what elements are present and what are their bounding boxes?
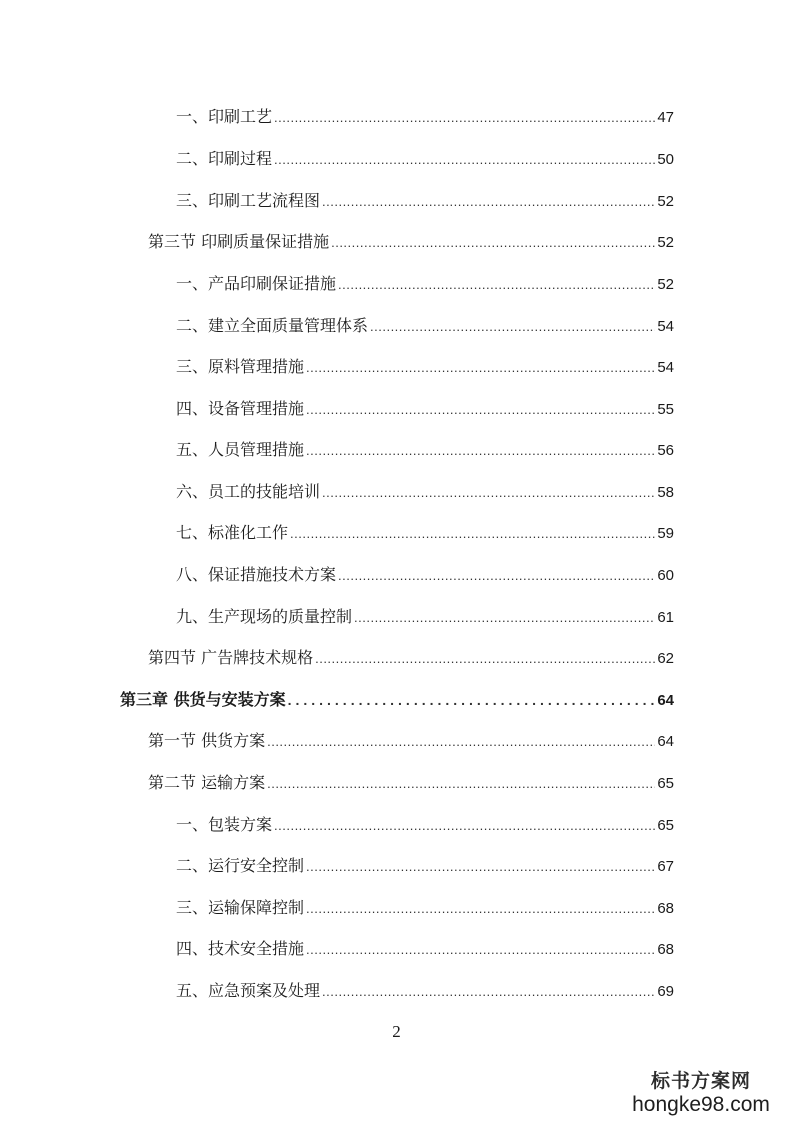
toc-entry-page: 65 xyxy=(657,817,674,834)
toc-entry[interactable] xyxy=(176,979,674,1003)
toc-entry-title: 九、生产现场的质量控制 xyxy=(176,607,353,626)
toc-entry[interactable] xyxy=(176,105,674,129)
toc-entry-title: 七、标准化工作 xyxy=(176,523,289,542)
watermark-url: hongke98.com xyxy=(632,1093,770,1116)
toc-entry-title: 二、建立全面质量管理体系 xyxy=(176,316,369,335)
toc-entry[interactable] xyxy=(176,189,674,213)
dot-leader xyxy=(288,688,656,712)
toc-entry-title: 一、产品印刷保证措施 xyxy=(176,274,337,293)
dot-leader xyxy=(306,398,655,422)
toc-entry-title: 八、保证措施技术方案 xyxy=(176,565,337,584)
toc-entry-page: 56 xyxy=(657,442,674,459)
toc-entry-title: 四、技术安全措施 xyxy=(176,939,305,958)
toc-entry-title: 一、印刷工艺 xyxy=(176,107,273,126)
toc-entry[interactable] xyxy=(176,438,674,462)
toc-entry[interactable] xyxy=(176,314,674,338)
toc-entry-title: 五、应急预案及处理 xyxy=(176,981,321,1000)
dot-leader xyxy=(274,148,655,172)
dot-leader xyxy=(267,772,655,796)
dot-leader xyxy=(306,356,655,380)
toc-entry-page: 47 xyxy=(657,109,674,126)
toc-entry-title: 四、设备管理措施 xyxy=(176,399,305,418)
toc-entry-page: 60 xyxy=(657,567,674,584)
toc-entry-page: 65 xyxy=(657,775,674,792)
toc-entry[interactable] xyxy=(176,605,674,629)
toc-entry[interactable] xyxy=(176,355,674,379)
toc-entry-title: 六、员工的技能培训 xyxy=(176,482,321,501)
toc-entry-title: 第三节 印刷质量保证措施 xyxy=(148,232,330,251)
toc-entry[interactable] xyxy=(176,147,674,171)
dot-leader xyxy=(306,897,655,921)
toc-entry[interactable] xyxy=(176,563,674,587)
watermark-name: 标书方案网 xyxy=(650,1070,751,1092)
toc-entry-page: 55 xyxy=(657,401,674,418)
dot-leader xyxy=(331,231,655,255)
toc-entry-title: 第一节 供货方案 xyxy=(148,731,266,750)
toc-entry-title: 三、原料管理措施 xyxy=(176,357,305,376)
toc-entry-title: 一、包装方案 xyxy=(176,815,273,834)
toc-entry-page: 54 xyxy=(657,359,674,376)
toc-entry-page: 68 xyxy=(657,941,674,958)
page-number: 2 xyxy=(392,1022,401,1041)
toc-entry-page: 52 xyxy=(657,234,674,251)
toc-entry-page: 67 xyxy=(657,858,674,875)
dot-leader xyxy=(370,315,655,339)
dot-leader xyxy=(322,190,655,214)
dot-leader xyxy=(267,730,655,754)
dot-leader xyxy=(315,647,655,671)
toc-entry-page: 58 xyxy=(657,484,674,501)
toc-entry[interactable] xyxy=(176,896,674,920)
toc-entry[interactable] xyxy=(148,729,674,753)
toc-entry[interactable] xyxy=(148,771,674,795)
dot-leader xyxy=(338,273,655,297)
toc-entry-page: 69 xyxy=(657,983,674,1000)
toc-entry-page: 59 xyxy=(657,525,674,542)
toc-entry[interactable] xyxy=(176,937,674,961)
dot-leader xyxy=(306,855,655,879)
toc-entry-page: 50 xyxy=(657,151,674,168)
dot-leader xyxy=(274,814,655,838)
dot-leader xyxy=(322,481,655,505)
toc-entry[interactable] xyxy=(148,230,674,254)
toc-entry[interactable] xyxy=(176,397,674,421)
toc-entry-title: 二、运行安全控制 xyxy=(176,856,305,875)
toc-entry-title: 第三章 供货与安装方案 xyxy=(120,690,286,709)
dot-leader xyxy=(306,938,655,962)
dot-leader xyxy=(306,439,655,463)
toc-entry-title: 二、印刷过程 xyxy=(176,149,273,168)
toc-entry-page: 62 xyxy=(657,650,674,667)
toc-entry[interactable] xyxy=(148,646,674,670)
toc-entry[interactable] xyxy=(176,854,674,878)
watermark xyxy=(621,1066,781,1117)
toc-entry-page: 52 xyxy=(657,276,674,293)
toc-entry-title: 三、印刷工艺流程图 xyxy=(176,191,321,210)
toc-entry-page: 64 xyxy=(657,692,674,709)
dot-leader xyxy=(322,980,655,1004)
toc-chapter-entry[interactable] xyxy=(120,688,674,712)
toc-entry[interactable] xyxy=(176,813,674,837)
toc-entry[interactable] xyxy=(176,521,674,545)
toc-entry-page: 61 xyxy=(657,609,674,626)
toc-entry-title: 第四节 广告牌技术规格 xyxy=(148,648,314,667)
dot-leader xyxy=(274,106,655,130)
toc-entry-page: 68 xyxy=(657,900,674,917)
dot-leader xyxy=(290,522,655,546)
toc-entry-title: 三、运输保障控制 xyxy=(176,898,305,917)
toc-entry-page: 54 xyxy=(657,318,674,335)
dot-leader xyxy=(354,606,655,630)
dot-leader xyxy=(338,564,655,588)
toc-entry[interactable] xyxy=(176,272,674,296)
toc-entry-title: 五、人员管理措施 xyxy=(176,440,305,459)
toc-entry-title: 第二节 运输方案 xyxy=(148,773,266,792)
toc-entry[interactable] xyxy=(176,480,674,504)
toc-entry-page: 64 xyxy=(657,733,674,750)
toc-entry-page: 52 xyxy=(657,193,674,210)
